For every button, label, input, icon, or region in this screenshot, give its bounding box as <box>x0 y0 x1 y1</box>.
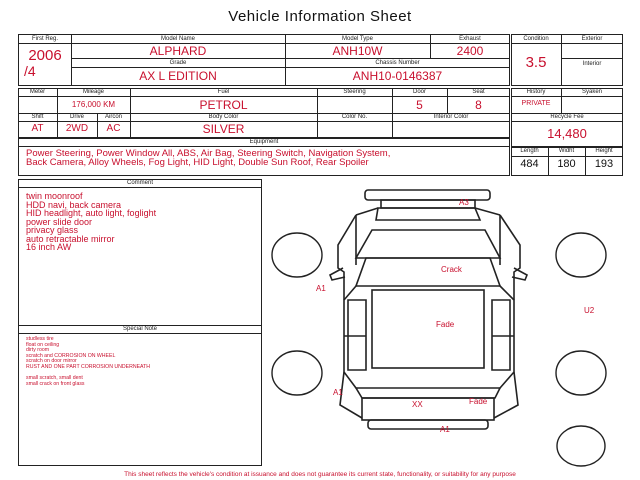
syaken-label: Syaken <box>581 89 602 95</box>
recycle-fee-value: 14,480 <box>547 126 587 141</box>
drive-label: Drive <box>69 114 84 120</box>
special-note-label: Special Note <box>122 326 158 332</box>
comment-line: auto retractable mirror <box>26 233 115 244</box>
grade-label: Grade <box>169 60 187 66</box>
comment-line: privacy glass <box>26 225 79 235</box>
height-label: Height <box>595 148 613 154</box>
rear-bumper <box>368 420 488 429</box>
model-type-label: Model Type <box>342 36 373 42</box>
model-name-label: Model Name <box>160 36 195 42</box>
special-note-line: small scratch, small dent <box>26 375 83 382</box>
windshield <box>356 258 500 286</box>
chassis-value: ANH10-0146387 <box>352 69 443 83</box>
comment-line: 16 inch AW <box>26 242 72 252</box>
recycle-fee-label: Recycle Fee <box>550 114 584 120</box>
interior-color-label: Interior Color <box>433 114 469 120</box>
right-front-body <box>500 215 520 300</box>
comment-line: HDD navi, back camera <box>26 199 122 210</box>
wheel-rear-left <box>272 351 322 395</box>
equipment-line-1: Power Steering, Power Window All, ABS, Air Bag, Steering Switch, Navigation System, <box>26 148 391 159</box>
drive-value: 2WD <box>65 123 89 134</box>
interior-label: Interior <box>582 61 602 67</box>
fuel-value: PETROL <box>199 98 248 112</box>
damage-label-crack: Crack <box>441 265 462 274</box>
special-note-line: studless tire <box>26 336 54 342</box>
special-note-line: scratch and CORROSION ON WHEEL <box>26 352 116 359</box>
steering-label: Steering <box>343 89 366 95</box>
door-label: Door <box>412 89 426 95</box>
sheet-title: Vehicle Information Sheet <box>228 8 412 25</box>
aircon-label: Aircon <box>104 114 122 120</box>
length-value: 484 <box>520 158 539 170</box>
equipment-label: Equipment <box>249 139 279 145</box>
grade-value: AX L EDITION <box>139 69 217 83</box>
comment-line: power slide door <box>26 216 93 227</box>
damage-label-a3: A3 <box>459 198 469 207</box>
history-value: PRIVATE <box>521 100 551 107</box>
front-bumper <box>365 190 490 200</box>
damage-label-a1-left: A1 <box>316 284 326 293</box>
mileage-label: Mileage <box>82 89 104 95</box>
damage-label-fade-rear: Fade <box>469 397 488 406</box>
right-rear-body <box>494 372 518 418</box>
wheel-rear-right <box>556 351 606 395</box>
special-note-line: float on ceiling <box>26 341 60 348</box>
disclaimer-footer: This sheet reflects the vehicle's condition at issuance and does not guarantee its current state, functionality, or suitability for any purpose <box>124 471 516 478</box>
chassis-label: Chassis Number <box>375 60 420 66</box>
right-mirror <box>512 268 527 280</box>
seat-label: Seat <box>472 89 485 95</box>
wheel-front-right <box>556 233 606 277</box>
shift-value: AT <box>31 123 44 134</box>
first-reg-label: First Reg. <box>31 36 58 42</box>
body-color-value: SILVER <box>202 122 245 136</box>
right-windows <box>500 286 514 388</box>
left-rear-body <box>340 372 362 418</box>
meter-label: Meter <box>29 89 46 95</box>
body-color-label: Body Color <box>208 114 239 120</box>
special-note-list <box>26 337 262 387</box>
exhaust-value: 2400 <box>456 44 484 58</box>
shift-label: Shift <box>31 114 44 120</box>
model-type: ANH10W <box>332 44 383 58</box>
aircon-value: AC <box>106 123 121 134</box>
damage-label-xx: XX <box>412 400 423 409</box>
mileage-value: 176,000 KM <box>71 100 116 109</box>
door-value: 5 <box>416 98 423 112</box>
width-value: 180 <box>557 158 576 170</box>
special-note-line: small crack on front glass <box>26 380 85 387</box>
special-note-line: dirty room <box>26 347 50 354</box>
left-windows <box>344 286 356 388</box>
special-note-line: scratch on door mirror <box>26 358 77 365</box>
comment-label: Comment <box>126 180 153 186</box>
comment-list <box>26 192 262 252</box>
color-no-label: Color No. <box>341 114 368 120</box>
first-reg-month: /4 <box>24 63 36 79</box>
right-side-window <box>492 300 510 370</box>
first-reg-year: 2006 <box>28 47 62 64</box>
exhaust-label: Exhaust <box>459 36 481 42</box>
equipment-line-2: Back Camera, Alloy Wheels, Fog Light, HID Light, Double Sun Roof, Rear Spoiler <box>26 157 369 168</box>
height-value: 193 <box>594 158 614 170</box>
damage-label-a1-rear: A1 <box>440 425 450 434</box>
left-side-window <box>348 300 366 370</box>
hood-front <box>376 208 480 220</box>
damage-label-u2: U2 <box>584 306 595 315</box>
comment-line: HID headlight, auto light, foglight <box>26 208 157 218</box>
condition-score: 3.5 <box>525 54 547 71</box>
left-mirror <box>330 268 345 280</box>
width-label: Widht <box>558 148 575 154</box>
hood <box>356 230 500 258</box>
damage-label-fade-center: Fade <box>436 320 455 329</box>
fuel-label: Fuel <box>217 89 230 95</box>
damage-label-a1-lower: A1 <box>333 388 343 397</box>
left-front-body <box>338 215 356 300</box>
wheel-front-left <box>272 233 322 277</box>
wheel-spare <box>557 426 605 466</box>
model-name: ALPHARD <box>149 44 207 58</box>
exterior-label: Exterior <box>581 36 603 42</box>
length-label: Length <box>520 148 539 154</box>
condition-label: Condition <box>523 36 549 42</box>
roof <box>372 290 484 368</box>
fender-lines <box>356 215 500 265</box>
special-note-line: RUST AND ONE PART CORROSION UNDERNEATH <box>26 363 151 370</box>
comment-line: twin moonroof <box>26 191 83 201</box>
seat-value: 8 <box>475 98 482 112</box>
history-label: History <box>526 89 546 95</box>
